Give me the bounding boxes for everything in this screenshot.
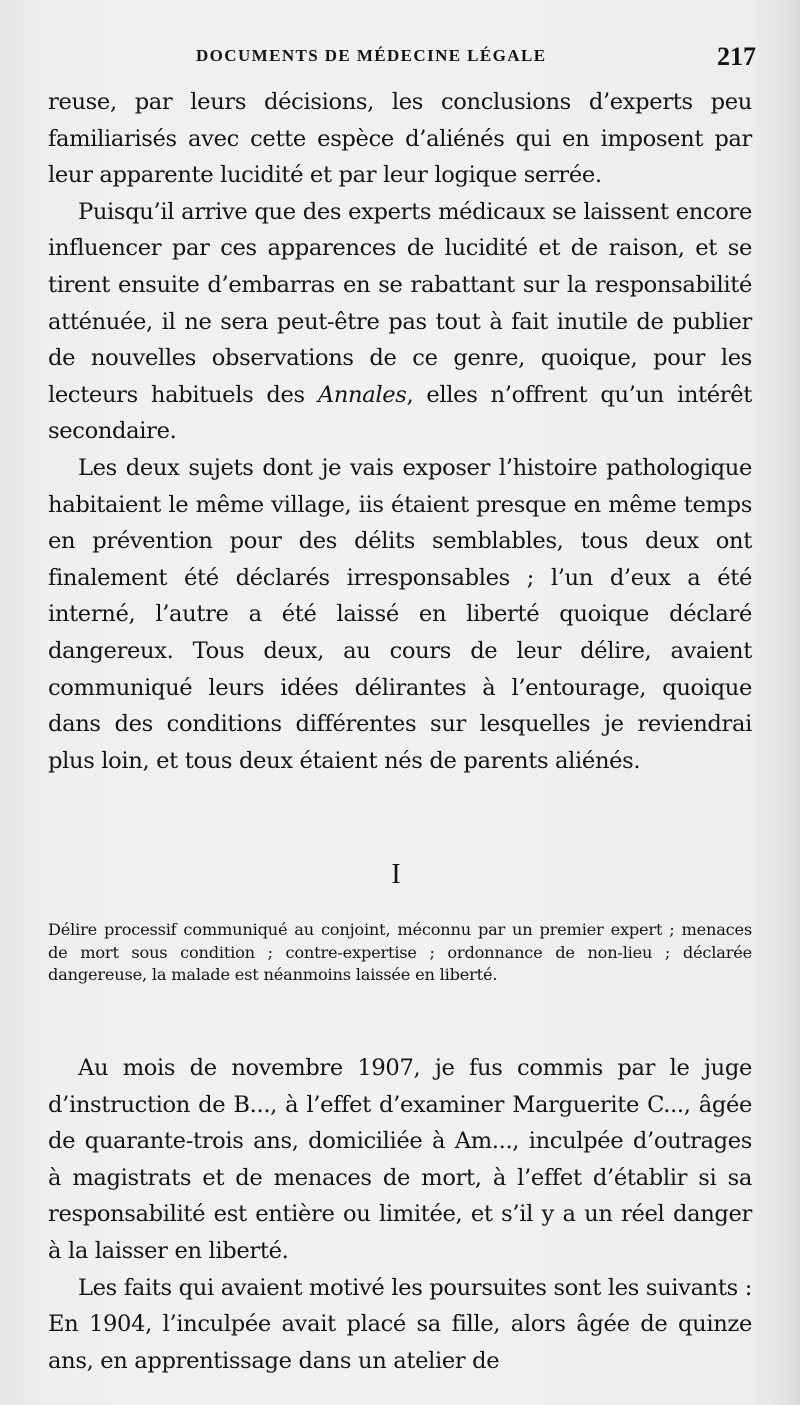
paragraph-text: Puisqu’il arrive que des experts médicaux se laissent encore influencer par ces apparences de lucidité et de raison, et se tirent ensuite d’embarras en se rabattant sur la responsabilité atténuée, il ne sera peut-être pas tout à fait inutile de publier de nouvelles observations de ce genre, quoique, pour les lecteurs habituels des	[48, 198, 752, 408]
section-number: I	[391, 859, 401, 890]
section-summary: Délire processif communiqué au conjoint, méconnu par un premier expert ; menaces de mort sous condition ; contre-expertise ; ordonnance de non-lieu ; déclarée dangereuse, la malade est néanmoins laissée en liberté.	[48, 920, 752, 985]
paragraph: Les deux sujets dont je vais exposer l’histoire pathologique habitaient le même village, iis étaient presque en même temps en prévention pour des délits semblables, tous deux ont finalement été déclarés irresponsables ; l’un d’eux a été interné, l’autre a été laissé en liberté quoique déclaré dangereux. Tous deux, au cours de leur délire, avaient communiqué leurs idées délirantes à l’entourage, quoique dans des conditions différentes sur lesquelles je reviendrai plus loin, et tous deux étaient nés de parents aliénés.	[48, 454, 752, 774]
paragraph-text: , elles n’offrent qu’un intérêt secondaire.	[48, 381, 752, 445]
page-number: 217	[717, 42, 756, 71]
journal-title-italic: Annales	[317, 381, 407, 408]
paragraph: Au mois de novembre 1907, je fus commis par le juge d’instruction de B..., à l’effet d’examiner Marguerite C..., âgée de quarante-trois ans, domiciliée à Am..., inculpée d’outrages à magistrats et de menaces de mort, à l’effet d’établir si sa responsabilité est entière ou limitée, et s’il y a un réel danger à la laisser en liberté.	[48, 1055, 752, 1264]
section-heading-block	[48, 855, 752, 987]
body-text-top	[48, 84, 752, 779]
running-title: DOCUMENTS DE MÉDECINE LÉGALE	[196, 46, 547, 65]
body-text-bottom	[48, 1050, 752, 1379]
paragraph-continuation: reuse, par leurs décisions, les conclusions d’experts peu familiarisés avec cette espèce d’aliénés qui en imposent par leur apparente lucidité et par leur logique serrée.	[48, 89, 752, 189]
paragraph	[48, 194, 752, 450]
paragraph: Les faits qui avaient motivé les poursuites sont les suivants : En 1904, l’inculpée avait placé sa fille, alors âgée de quinze ans, en apprentissage dans un atelier de	[48, 1274, 752, 1374]
running-head	[196, 42, 756, 72]
